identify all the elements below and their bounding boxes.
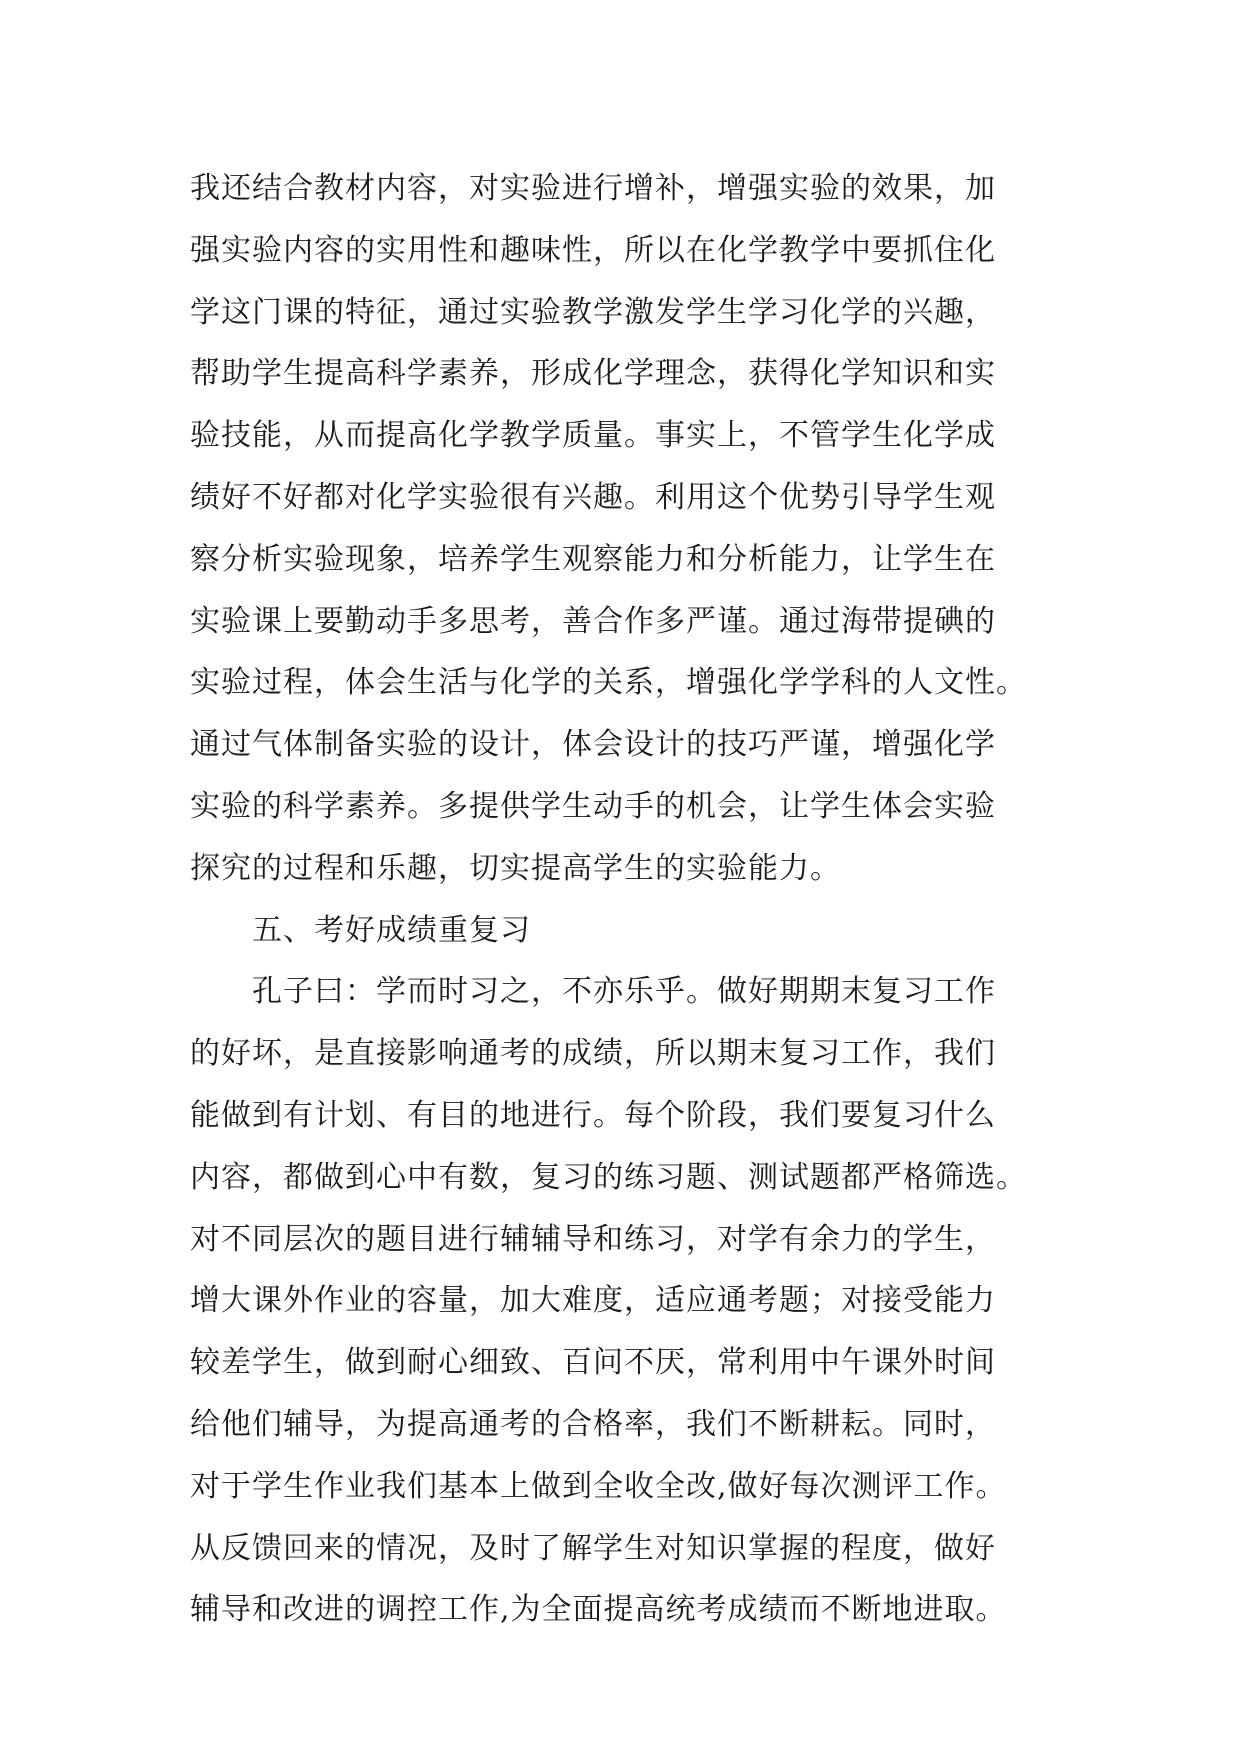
text-line: 察分析实验现象，培养学生观察能力和分析能力，让学生在 xyxy=(190,541,996,577)
text-line: 从反馈回来的情况，及时了解学生对知识掌握的程度，做好 xyxy=(190,1530,996,1566)
paragraph-first-line: 孔子曰：学而时习之，不亦乐乎。做好期期末复习工作 xyxy=(252,974,996,1010)
text-line: 对不同层次的题目进行辅辅导和练习，对学有余力的学生， xyxy=(190,1221,996,1257)
text-line: 实验的科学素养。多提供学生动手的机会，让学生体会实验 xyxy=(190,788,996,824)
text-line: 探究的过程和乐趣，切实提高学生的实验能力。 xyxy=(190,850,841,886)
text-line: 我还结合教材内容，对实验进行增补，增强实验的效果，加 xyxy=(190,171,996,206)
text-line: 帮助学生提高科学素养，形成化学理念，获得化学知识和实 xyxy=(190,356,996,392)
text-line: 增大课外作业的容量，加大难度，适应通考题；对接受能力 xyxy=(190,1283,996,1319)
text-line: 学这门课的特征，通过实验教学激发学生学习化学的兴趣， xyxy=(190,294,996,330)
text-line: 能做到有计划、有目的地进行。每个阶段，我们要复习什么 xyxy=(190,1097,996,1133)
text-line: 通过气体制备实验的设计，体会设计的技巧严谨，增强化学 xyxy=(190,727,996,763)
text-line: 实验课上要勤动手多思考，善合作多严谨。通过海带提碘的 xyxy=(190,603,996,639)
text-line: 辅导和改进的调控工作,为全面提高统考成绩而不断地进取。 xyxy=(190,1592,1007,1628)
text-line: 较差学生，做到耐心细致、百问不厌，常利用中午课外时间 xyxy=(190,1345,996,1381)
text-line: 验技能，从而提高化学教学质量。事实上，不管学生化学成 xyxy=(190,418,996,454)
text-line: 的好坏，是直接影响通考的成绩，所以期末复习工作，我们 xyxy=(190,1036,996,1072)
text-line: 对于学生作业我们基本上做到全收全改,做好每次测评工作。 xyxy=(190,1468,1007,1504)
text-line: 实验过程，体会生活与化学的关系，增强化学学科的人文性。 xyxy=(190,665,1027,701)
text-line: 绩好不好都对化学实验很有兴趣。利用这个优势引导学生观 xyxy=(190,479,996,515)
text-line: 给他们辅导，为提高通考的合格率，我们不断耕耘。同时， xyxy=(190,1406,996,1442)
text-line: 强实验内容的实用性和趣味性，所以在化学教学中要抓住化 xyxy=(190,232,996,268)
text-line: 内容，都做到心中有数，复习的练习题、测试题都严格筛选。 xyxy=(190,1159,1027,1195)
body-text xyxy=(190,158,1070,1641)
section-heading: 五、考好成绩重复习 xyxy=(252,912,531,948)
